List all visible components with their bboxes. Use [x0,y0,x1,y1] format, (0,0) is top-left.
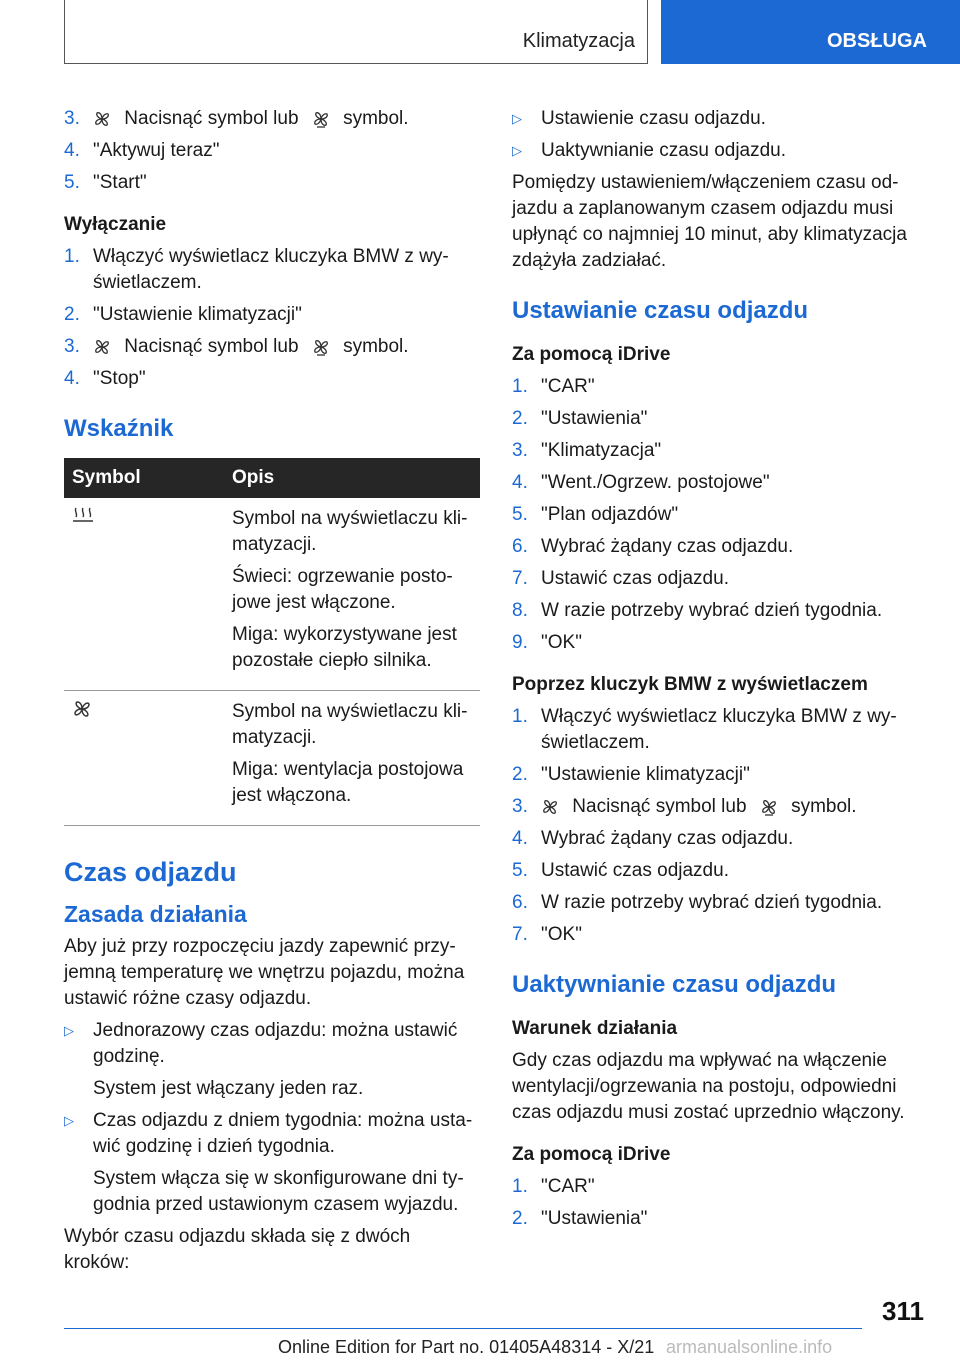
steps-intro: Wybór czasu odjazdu składa się z dwóch kroków: [64,1226,411,1273]
triangle-bullet-icon: ▷ [64,1113,74,1128]
activate-departure-heading: Uaktywnianie czasu odjazdu [512,971,837,998]
header-section-box [64,0,648,64]
indicator-heading: Wskaźnik [64,415,174,442]
key-heading: Poprzez kluczyk BMW z wyświetlaczem [512,674,868,695]
list-item: 8. W razie potrzeby wybrać dzień tygodnia. [512,600,883,621]
list-item: 7. "OK" [512,924,582,945]
list-item: 2. "Ustawienia" [512,408,648,429]
list-item: 4. "Aktywuj teraz" [64,140,220,161]
table-row [64,498,480,691]
bullet-item: ▷ Czas odjazdu z dniem tygodnia: można usta-wić godzinę i dzień tygodnia. [64,1110,473,1157]
table-cell-symbol [64,498,224,691]
bullet-item: ▷ Ustawienie czasu odjazdu. [512,106,912,132]
left-column [64,100,480,1282]
list-item: 1. "CAR" [512,1176,595,1197]
triangle-bullet-icon: ▷ [64,1023,74,1038]
idrive-heading: Za pomocą iDrive [512,344,671,365]
indicator-table [64,458,480,826]
table-cell-symbol [64,691,224,826]
ventilation-icon [72,699,92,719]
list-item: 9. "OK" [512,632,582,653]
triangle-bullet-icon: ▷ [512,111,522,126]
header-tab-label: OBSŁUGA [827,30,927,52]
principle-heading: Zasada działania [64,901,247,927]
header-section-title: Klimatyzacja [522,30,635,52]
list-item: 1. Włączyć wyświetlacz kluczyka BMW z wy-świetlaczem. [512,706,897,753]
departure-heading: Czas odjazdu [64,857,237,887]
set-departure-heading: Ustawianie czasu odjazdu [512,297,809,324]
table-header [64,458,480,498]
ventilation-heating-icon [760,798,778,816]
list-item: 3. Nacisnąć symbol lub symbol. [64,336,409,357]
bullet-item: ▷ Uaktywnianie czasu odjazdu. [512,138,912,164]
list-item: 1. "CAR" [512,376,595,397]
list-item: 5. Ustawić czas odjazdu. [512,860,729,881]
table-cell-description: Symbol na wyświetlaczu kli-matyzacji. Miga: wentylacja postojowa jest włączona. [224,691,480,826]
list-item: 3. Nacisnąć symbol lub symbol. [64,108,409,129]
ventilation-heating-icon [312,338,330,356]
list-item: 3. "Klimatyzacja" [512,440,662,461]
condition-text: Gdy czas odjazdu ma wpływać na włączenie wentylacji/ogrzewania na postoju, odpowiedni czas odjazdu musi zostać uprzednio włączony. [512,1050,905,1123]
page-number: 311 [882,1296,924,1326]
list-item: 3. Nacisnąć symbol lub symbol. [512,796,857,817]
list-item: 5. "Plan odjazdów" [512,504,679,525]
table-cell-description: Symbol na wyświetlaczu kli-matyzacji. Świeci: ogrzewanie posto-jowe jest włączone. Miga: wykorzystywane jest pozostałe ciepło silnika. [224,498,480,691]
list-item: 6. W razie potrzeby wybrać dzień tygodnia. [512,892,883,913]
idrive-heading-2: Za pomocą iDrive [512,1144,671,1165]
ventilation-icon [541,798,559,816]
list-item: 1. Włączyć wyświetlacz kluczyka BMW z wy-świetlaczem. [64,246,449,293]
ventilation-icon [93,338,111,356]
timing-note: Pomiędzy ustawieniem/włączeniem czasu od-jazdu a zaplanowanym czasem odjazdu musi upłynąć co najmniej 10 minut, aby klimatyzacja zdążyła zadziałać. [512,172,907,271]
bullet-item: ▷ Jednorazowy czas odjazdu: można ustawić godzinę. [64,1020,458,1067]
list-item: 2. "Ustawienie klimatyzacji" [512,764,750,785]
header-tab[interactable] [661,0,960,64]
ventilation-heating-icon [312,110,330,128]
list-item: 2. "Ustawienie klimatyzacji" [64,304,302,325]
footer-watermark: armanualsonline.info [666,1337,833,1357]
bullet-subtext: System jest włączany jeden raz. [93,1078,364,1099]
list-item: 5. "Start" [64,172,147,193]
list-item: 4. "Stop" [64,368,146,389]
list-item: 4. Wybrać żądany czas odjazdu. [512,828,794,849]
triangle-bullet-icon: ▷ [512,143,522,158]
ventilation-icon [93,110,111,128]
list-item: 2. "Ustawienia" [512,1208,648,1229]
list-item: 7. Ustawić czas odjazdu. [512,568,729,589]
parking-heater-icon [72,506,94,524]
list-item: 6. Wybrać żądany czas odjazdu. [512,536,794,557]
footer-divider [64,1328,862,1329]
table-header-description: Opis [224,458,480,498]
list-item: 4. "Went./Ogrzew. postojowe" [512,472,770,493]
table-row [64,691,480,826]
bullet-subtext: System włącza się w skonfigurowane dni ty-godnia przed ustawionym czasem wyjazdu. [93,1168,464,1215]
footer-edition: Online Edition for Part no. 01405A48314 - X/21 [278,1337,655,1357]
off-heading: Wyłączanie [64,214,167,235]
right-column [512,100,912,1238]
table-header-symbol: Symbol [64,458,224,498]
principle-text: Aby już przy rozpoczęciu jazdy zapewnić przy-jemną temperaturę we wnętrzu pojazdu, można ustawić różne czasy odjazdu. [64,936,465,1009]
condition-heading: Warunek działania [512,1018,678,1039]
